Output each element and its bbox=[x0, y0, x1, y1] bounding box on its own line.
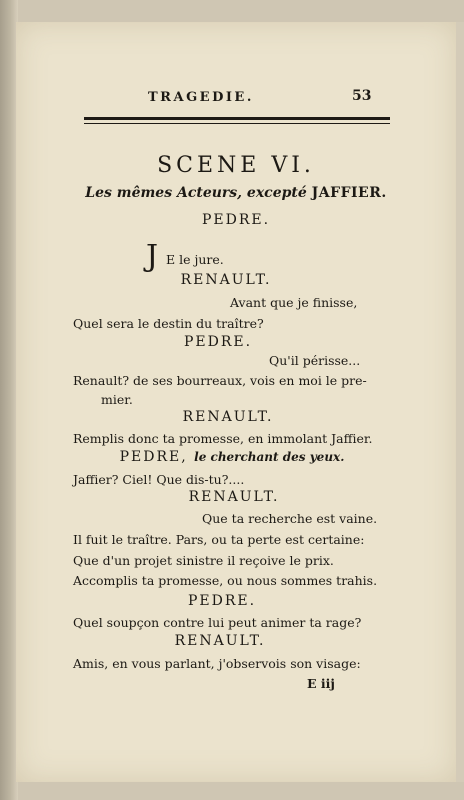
speaker-label: PEDRE. bbox=[183, 334, 253, 350]
speaker-label: RENAULT. bbox=[182, 409, 274, 425]
verse-line: Jaffier? Ciel! Que dis-tu?.... bbox=[73, 472, 245, 487]
speaker-name: PEDRE, bbox=[119, 449, 188, 465]
stage-direction-text: Les mêmes Acteurs, excepté bbox=[85, 185, 307, 201]
speaker-direction: le cherchant des yeux. bbox=[194, 450, 345, 464]
speaker-label: RENAULT. bbox=[188, 489, 280, 505]
verse-line: Avant que je finisse, bbox=[230, 295, 358, 310]
scene-title: SCENE VI. bbox=[157, 153, 315, 178]
verse-line: mier. bbox=[101, 392, 133, 407]
stage-direction-name: JAFFIER. bbox=[311, 185, 387, 201]
page-number: 53 bbox=[352, 88, 372, 104]
verse-line: Qu'il périsse... bbox=[269, 353, 361, 368]
verse-line: Remplis donc ta promesse, en immolant Jaffier. bbox=[73, 431, 373, 446]
verse-line: Que ta recherche est vaine. bbox=[202, 511, 378, 526]
verse-line: Accomplis ta promesse, ou nous sommes trahis. bbox=[73, 573, 378, 588]
book-page bbox=[16, 22, 456, 782]
speaker-label: PEDRE. bbox=[201, 212, 271, 228]
verse-line: Renault? de ses bourreaux, vois en moi le pre- bbox=[73, 373, 367, 388]
header-rule-thin bbox=[84, 123, 390, 124]
verse-line: Quel sera le destin du traître? bbox=[73, 316, 264, 331]
speaker-label: PEDRE. bbox=[187, 593, 257, 609]
stage-direction bbox=[16, 185, 456, 201]
signature-mark: E iij bbox=[307, 676, 335, 691]
speaker-label: RENAULT. bbox=[180, 272, 272, 288]
header-rule-thick bbox=[84, 117, 390, 120]
verse-line: Quel soupçon contre lui peut animer ta rage? bbox=[73, 615, 362, 630]
verse-line: Il fuit le traître. Pars, ou ta perte est certaine: bbox=[73, 532, 365, 547]
page-edge bbox=[456, 22, 464, 782]
speaker-label bbox=[12, 449, 452, 465]
running-title: TRAGEDIE. bbox=[148, 90, 254, 105]
speaker-label: RENAULT. bbox=[174, 633, 266, 649]
verse-line: Que d'un projet sinistre il reçoive le prix. bbox=[73, 553, 334, 568]
drop-cap: J bbox=[146, 239, 159, 274]
verse-line: Amis, en vous parlant, j'observois son visage: bbox=[73, 656, 361, 671]
verse-line: E le jure. bbox=[166, 252, 224, 267]
